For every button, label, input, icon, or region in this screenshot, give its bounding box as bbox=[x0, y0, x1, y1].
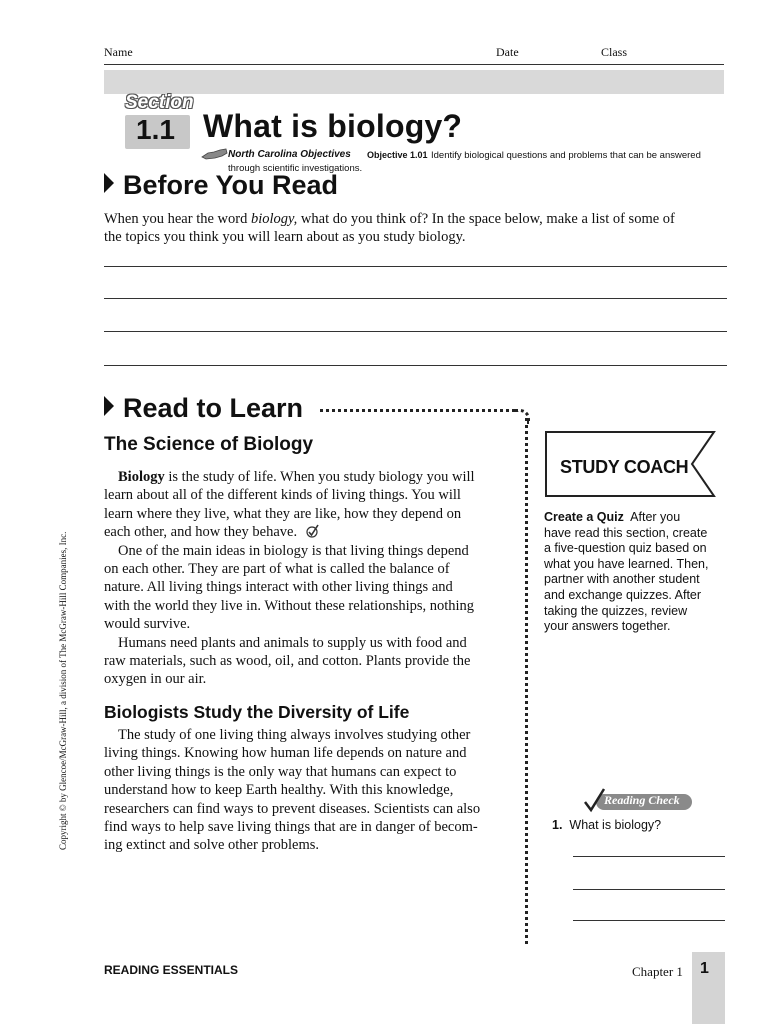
dotted-border-top bbox=[320, 409, 515, 412]
arrow-icon bbox=[104, 173, 114, 193]
objective-label: Objective 1.01 bbox=[367, 150, 428, 160]
science-body: Biology is the study of life. When you study biology you will learn about all of the different kinds of living things. You will learn where they live, what they are like, how they depend on each other, and how they behave. One of the main ideas in biology is that living things depend on each other. They are part of what is called the balance of nature. All living things interact with other living things and with the world they live in. Without these relationships, nothing would survive. Humans need plants and animals to supply us with food and raw materials, such as wood, oil, and cotton. Plants provide the oxygen in our air. bbox=[104, 469, 475, 688]
north-carolina-map-icon bbox=[200, 147, 228, 161]
footer-title: READING ESSENTIALS bbox=[104, 963, 239, 977]
reading-check-question: 1. What is biology? bbox=[552, 818, 662, 832]
before-you-read-heading: Before You Read bbox=[104, 170, 338, 201]
study-coach-text: Create a Quiz After you have read this section, create a five-question quiz based on what you have learned. Then, partner with another student and exchange quizzes. After taking the quizzes, review your answers together. bbox=[544, 510, 709, 634]
dotted-border-right bbox=[525, 418, 528, 944]
section-number: 1.1 bbox=[136, 114, 175, 145]
section-word: Section bbox=[125, 92, 194, 113]
before-you-read-instructions: When you hear the word biology, what do you think of? In the space below, make a list of some of the topics you think you will learn about as you study biology. bbox=[104, 211, 675, 246]
diversity-heading: Biologists Study the Diversity of Life bbox=[104, 702, 410, 722]
answer-line-1[interactable] bbox=[104, 266, 727, 267]
name-label: Name bbox=[104, 45, 133, 59]
class-label: Class bbox=[601, 45, 628, 59]
diversity-body: The study of one living thing always involves studying other living things. Knowing how human life depends on nature and other living things is the only way that humans can expect to understand how to keep Earth healthy. With this knowledge, researchers can find ways to prevent diseases. Scientists can also find ways to help save living things that are in danger of becom- ing extinct and solve other problems. bbox=[104, 727, 481, 854]
study-coach-label: STUDY COACH bbox=[560, 457, 689, 477]
objective-text-cont: through scientific investigations. bbox=[228, 163, 363, 174]
reading-check-answer-line-1[interactable] bbox=[573, 856, 725, 857]
footer-chapter: Chapter 1 bbox=[632, 964, 683, 979]
reading-check-answer-line-2[interactable] bbox=[573, 889, 725, 890]
answer-line-4[interactable] bbox=[104, 365, 727, 366]
arrow-icon bbox=[104, 396, 114, 416]
copyright-notice: Copyright © by Glencoe/McGraw-Hill, a division of The McGraw-Hill Companies, Inc. bbox=[58, 531, 68, 850]
header-rule bbox=[104, 64, 724, 65]
page-title: What is biology? bbox=[203, 108, 463, 144]
science-of-biology-heading: The Science of Biology bbox=[104, 434, 314, 455]
page-number: 1 bbox=[700, 960, 709, 977]
answer-line-3[interactable] bbox=[104, 331, 727, 332]
date-label: Date bbox=[496, 45, 519, 59]
objective-text: Identify biological questions and problems that can be answered bbox=[431, 150, 701, 161]
nc-objectives-label: North Carolina Objectives bbox=[228, 149, 351, 160]
read-to-learn-heading: Read to Learn bbox=[104, 393, 303, 424]
check-mark-icon bbox=[305, 524, 319, 538]
answer-line-2[interactable] bbox=[104, 298, 727, 299]
section-banner bbox=[104, 70, 724, 94]
reading-check-answer-line-3[interactable] bbox=[573, 920, 725, 921]
